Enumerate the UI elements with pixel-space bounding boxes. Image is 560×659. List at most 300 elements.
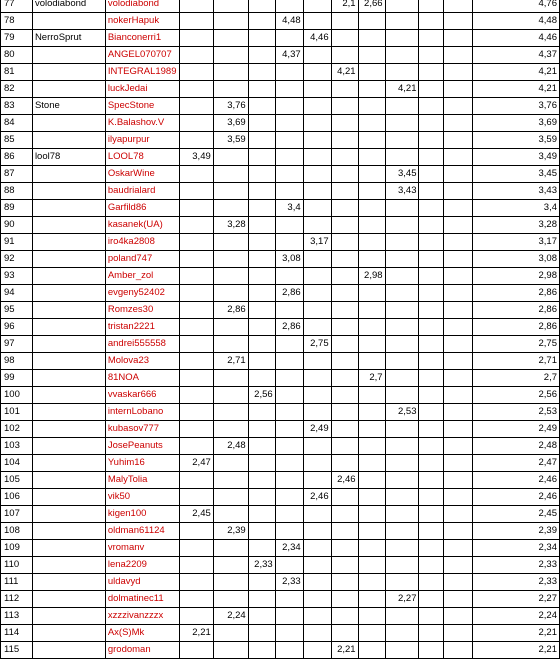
score-cell — [303, 13, 331, 30]
score-cell — [213, 149, 248, 166]
player-nick-cell[interactable]: volodiabond — [105, 0, 179, 13]
player-nick-cell[interactable]: andrei555558 — [105, 336, 179, 353]
score-cell — [179, 523, 213, 540]
score-cell — [331, 217, 358, 234]
rank-cell: 81 — [1, 64, 33, 81]
team-cell — [32, 217, 105, 234]
team-cell — [32, 166, 105, 183]
player-nick-cell[interactable]: 81NOA — [105, 370, 179, 387]
score-cell — [303, 302, 331, 319]
score-cell — [385, 302, 419, 319]
team-cell — [32, 132, 105, 149]
player-nick-cell[interactable]: Molova23 — [105, 353, 179, 370]
table-row — [1, 387, 560, 404]
score-cell — [444, 404, 473, 421]
score-cell — [248, 217, 275, 234]
player-nick-cell[interactable]: nokerHapuk — [105, 13, 179, 30]
score-cell — [419, 574, 444, 591]
score-cell: 2,49 — [303, 421, 331, 438]
score-cell — [179, 336, 213, 353]
table-row — [1, 319, 560, 336]
score-cell — [213, 200, 248, 217]
player-nick-cell[interactable]: LOOL78 — [105, 149, 179, 166]
total-cell: 2,21 — [473, 625, 560, 642]
score-cell: 3,49 — [179, 149, 213, 166]
score-cell — [248, 472, 275, 489]
score-cell — [385, 608, 419, 625]
score-cell — [213, 183, 248, 200]
score-cell — [331, 421, 358, 438]
table-row — [1, 200, 560, 217]
score-cell — [179, 421, 213, 438]
player-nick-cell[interactable]: Romzes30 — [105, 302, 179, 319]
score-cell — [275, 115, 303, 132]
rank-cell: 83 — [1, 98, 33, 115]
score-cell — [213, 13, 248, 30]
score-cell — [385, 234, 419, 251]
score-cell — [331, 268, 358, 285]
player-nick-cell[interactable]: Amber_zol — [105, 268, 179, 285]
score-cell: 3,08 — [275, 251, 303, 268]
rank-cell: 98 — [1, 353, 33, 370]
score-cell — [275, 370, 303, 387]
score-cell — [444, 455, 473, 472]
score-cell — [248, 608, 275, 625]
score-cell: 2,56 — [248, 387, 275, 404]
score-cell — [303, 183, 331, 200]
score-cell — [303, 319, 331, 336]
total-cell: 2,33 — [473, 574, 560, 591]
score-cell: 3,17 — [303, 234, 331, 251]
score-cell — [444, 370, 473, 387]
score-cell — [179, 115, 213, 132]
score-cell — [385, 387, 419, 404]
score-cell — [248, 421, 275, 438]
score-cell: 2,39 — [213, 523, 248, 540]
score-cell — [179, 574, 213, 591]
score-cell — [358, 64, 385, 81]
total-cell: 3,59 — [473, 132, 560, 149]
total-cell: 3,28 — [473, 217, 560, 234]
score-cell — [213, 387, 248, 404]
player-nick-cell[interactable]: iro4ka2808 — [105, 234, 179, 251]
rank-cell: 105 — [1, 472, 33, 489]
score-cell — [248, 200, 275, 217]
player-nick-cell[interactable]: uldavyd — [105, 574, 179, 591]
score-cell — [275, 506, 303, 523]
score-cell — [358, 608, 385, 625]
team-cell — [32, 506, 105, 523]
table-row — [1, 438, 560, 455]
score-cell — [248, 30, 275, 47]
score-cell — [444, 540, 473, 557]
score-cell — [213, 489, 248, 506]
player-nick-cell[interactable]: ANGEL070707 — [105, 47, 179, 64]
score-cell — [275, 0, 303, 13]
table-row — [1, 47, 560, 64]
player-nick-cell[interactable]: Garfild86 — [105, 200, 179, 217]
score-cell — [358, 523, 385, 540]
score-cell — [358, 30, 385, 47]
score-cell — [419, 489, 444, 506]
score-cell: 2,33 — [275, 574, 303, 591]
player-nick-cell[interactable]: dolmatinec11 — [105, 591, 179, 608]
rank-cell: 115 — [1, 642, 33, 659]
table-row — [1, 166, 560, 183]
total-cell: 2,49 — [473, 421, 560, 438]
score-cell — [331, 353, 358, 370]
score-cell — [331, 30, 358, 47]
team-cell — [32, 574, 105, 591]
team-cell — [32, 302, 105, 319]
player-nick-cell[interactable]: vromanv — [105, 540, 179, 557]
team-cell — [32, 234, 105, 251]
score-cell — [303, 591, 331, 608]
player-nick-cell[interactable]: SpecStone — [105, 98, 179, 115]
score-cell — [444, 13, 473, 30]
rank-cell: 78 — [1, 13, 33, 30]
score-cell — [358, 166, 385, 183]
score-cell — [385, 472, 419, 489]
score-cell — [385, 557, 419, 574]
table-row — [1, 30, 560, 47]
score-cell — [419, 642, 444, 659]
score-cell: 2,7 — [358, 370, 385, 387]
score-cell — [331, 625, 358, 642]
score-cell — [358, 387, 385, 404]
score-cell — [385, 251, 419, 268]
score-cell: 3,69 — [213, 115, 248, 132]
score-cell — [275, 336, 303, 353]
total-cell: 2,21 — [473, 642, 560, 659]
score-cell — [385, 540, 419, 557]
score-cell — [179, 81, 213, 98]
total-cell: 2,56 — [473, 387, 560, 404]
team-cell — [32, 64, 105, 81]
score-cell: 3,43 — [385, 183, 419, 200]
score-cell — [444, 523, 473, 540]
score-cell: 2,86 — [275, 319, 303, 336]
team-cell — [32, 489, 105, 506]
team-cell — [32, 47, 105, 64]
score-cell — [275, 489, 303, 506]
table-row — [1, 268, 560, 285]
team-cell — [32, 319, 105, 336]
score-cell — [248, 64, 275, 81]
score-cell — [303, 98, 331, 115]
score-cell — [179, 302, 213, 319]
player-nick-cell[interactable]: Yuhim16 — [105, 455, 179, 472]
rank-cell: 80 — [1, 47, 33, 64]
score-cell — [358, 302, 385, 319]
table-row — [1, 183, 560, 200]
score-cell — [179, 47, 213, 64]
score-cell — [331, 319, 358, 336]
score-cell — [275, 98, 303, 115]
score-cell — [331, 47, 358, 64]
score-cell — [213, 64, 248, 81]
score-cell — [385, 200, 419, 217]
score-cell — [358, 455, 385, 472]
score-cell — [275, 591, 303, 608]
team-cell — [32, 81, 105, 98]
score-cell — [303, 149, 331, 166]
score-cell — [358, 336, 385, 353]
score-cell — [303, 557, 331, 574]
score-cell — [303, 353, 331, 370]
score-cell — [419, 625, 444, 642]
rank-cell: 106 — [1, 489, 33, 506]
table-row — [1, 642, 560, 659]
score-cell — [275, 166, 303, 183]
score-cell — [419, 149, 444, 166]
table-row — [1, 13, 560, 30]
player-nick-cell[interactable]: grodoman — [105, 642, 179, 659]
rank-cell: 101 — [1, 404, 33, 421]
score-cell — [275, 81, 303, 98]
score-cell: 2,53 — [385, 404, 419, 421]
score-cell — [444, 132, 473, 149]
score-cell — [179, 166, 213, 183]
player-nick-cell[interactable]: oldman61124 — [105, 523, 179, 540]
score-cell — [213, 455, 248, 472]
team-cell — [32, 591, 105, 608]
score-cell — [385, 132, 419, 149]
total-cell: 2,86 — [473, 319, 560, 336]
player-nick-cell[interactable]: internLobano — [105, 404, 179, 421]
total-cell: 4,37 — [473, 47, 560, 64]
score-cell — [358, 217, 385, 234]
score-cell — [419, 132, 444, 149]
score-cell — [358, 285, 385, 302]
score-cell — [358, 200, 385, 217]
score-cell — [213, 234, 248, 251]
score-cell — [358, 557, 385, 574]
player-nick-cell[interactable]: evgeny52402 — [105, 285, 179, 302]
total-cell: 2,86 — [473, 285, 560, 302]
player-nick-cell[interactable]: tristan2221 — [105, 319, 179, 336]
table-row — [1, 523, 560, 540]
table-row — [1, 64, 560, 81]
score-cell: 4,21 — [385, 81, 419, 98]
score-cell — [179, 608, 213, 625]
score-cell — [358, 234, 385, 251]
score-cell — [358, 251, 385, 268]
rank-cell: 93 — [1, 268, 33, 285]
total-cell: 3,69 — [473, 115, 560, 132]
score-cell — [419, 353, 444, 370]
score-cell — [248, 489, 275, 506]
score-cell — [385, 489, 419, 506]
total-cell: 3,49 — [473, 149, 560, 166]
score-cell — [419, 217, 444, 234]
score-cell — [213, 574, 248, 591]
score-cell — [248, 234, 275, 251]
rank-cell: 77 — [1, 0, 33, 13]
score-cell: 2,33 — [248, 557, 275, 574]
score-cell — [385, 370, 419, 387]
score-cell — [179, 251, 213, 268]
team-cell — [32, 455, 105, 472]
score-cell — [213, 506, 248, 523]
player-nick-cell[interactable]: K.Balashov.V — [105, 115, 179, 132]
score-cell — [179, 217, 213, 234]
score-cell — [331, 251, 358, 268]
score-cell: 2,47 — [179, 455, 213, 472]
score-cell — [179, 387, 213, 404]
score-cell — [385, 319, 419, 336]
score-cell — [331, 574, 358, 591]
score-cell — [385, 642, 419, 659]
rank-cell: 82 — [1, 81, 33, 98]
total-cell: 2,98 — [473, 268, 560, 285]
player-nick-cell[interactable]: vvaskar666 — [105, 387, 179, 404]
total-cell: 4,76 — [473, 0, 560, 13]
team-cell — [32, 336, 105, 353]
player-nick-cell[interactable]: MalyTolia — [105, 472, 179, 489]
score-cell — [275, 608, 303, 625]
score-cell — [275, 421, 303, 438]
player-nick-cell[interactable]: JosePeanuts — [105, 438, 179, 455]
table-row — [1, 506, 560, 523]
player-nick-cell[interactable]: INTEGRAL1989 — [105, 64, 179, 81]
score-cell — [419, 523, 444, 540]
score-cell — [419, 438, 444, 455]
score-cell — [419, 370, 444, 387]
total-cell: 2,47 — [473, 455, 560, 472]
score-cell — [248, 98, 275, 115]
rank-cell: 112 — [1, 591, 33, 608]
score-cell: 4,46 — [303, 30, 331, 47]
table-row — [1, 285, 560, 302]
rank-cell: 97 — [1, 336, 33, 353]
player-nick-cell[interactable]: vik50 — [105, 489, 179, 506]
table-row — [1, 302, 560, 319]
total-cell: 3,17 — [473, 234, 560, 251]
score-cell — [275, 183, 303, 200]
player-nick-cell[interactable]: Bianconerri1 — [105, 30, 179, 47]
score-cell — [179, 132, 213, 149]
score-cell: 2,1 — [331, 0, 358, 13]
score-cell — [419, 30, 444, 47]
score-cell — [331, 302, 358, 319]
score-cell — [385, 353, 419, 370]
score-cell — [248, 81, 275, 98]
score-cell — [275, 642, 303, 659]
table-row — [1, 370, 560, 387]
score-cell — [419, 455, 444, 472]
score-cell — [303, 608, 331, 625]
score-cell — [248, 540, 275, 557]
score-cell — [444, 251, 473, 268]
score-cell — [248, 115, 275, 132]
score-cell — [419, 234, 444, 251]
score-cell — [358, 625, 385, 642]
score-cell — [444, 557, 473, 574]
player-nick-cell[interactable]: ilyapurpur — [105, 132, 179, 149]
score-cell — [248, 574, 275, 591]
score-cell — [303, 268, 331, 285]
score-cell: 2,21 — [331, 642, 358, 659]
score-cell — [385, 523, 419, 540]
table-row — [1, 353, 560, 370]
rank-cell: 92 — [1, 251, 33, 268]
player-nick-cell[interactable]: baudrialard — [105, 183, 179, 200]
total-cell: 4,21 — [473, 81, 560, 98]
score-cell — [275, 64, 303, 81]
player-nick-cell[interactable]: kubasov777 — [105, 421, 179, 438]
player-nick-cell[interactable]: xzzzivanzzzx — [105, 608, 179, 625]
score-cell — [179, 438, 213, 455]
score-cell — [213, 47, 248, 64]
score-cell — [213, 319, 248, 336]
score-cell — [331, 81, 358, 98]
team-cell — [32, 557, 105, 574]
score-cell — [385, 0, 419, 13]
score-cell: 3,76 — [213, 98, 248, 115]
player-nick-cell[interactable]: lena2209 — [105, 557, 179, 574]
rank-cell: 94 — [1, 285, 33, 302]
score-cell — [248, 370, 275, 387]
score-cell — [331, 523, 358, 540]
score-cell — [331, 149, 358, 166]
score-cell — [213, 540, 248, 557]
team-cell — [32, 268, 105, 285]
score-cell — [419, 13, 444, 30]
rank-cell: 87 — [1, 166, 33, 183]
score-cell — [213, 251, 248, 268]
score-cell — [358, 438, 385, 455]
score-cell — [303, 47, 331, 64]
score-cell — [213, 30, 248, 47]
score-cell — [303, 574, 331, 591]
player-nick-cell[interactable]: luckJedai — [105, 81, 179, 98]
player-nick-cell[interactable]: poland747 — [105, 251, 179, 268]
player-nick-cell[interactable]: OskarWine — [105, 166, 179, 183]
score-cell: 2,98 — [358, 268, 385, 285]
score-cell — [213, 0, 248, 13]
player-nick-cell[interactable]: kigen100 — [105, 506, 179, 523]
score-cell — [179, 234, 213, 251]
score-cell — [275, 404, 303, 421]
team-cell — [32, 625, 105, 642]
score-cell — [179, 557, 213, 574]
team-cell — [32, 387, 105, 404]
player-nick-cell[interactable]: kasanek(UA) — [105, 217, 179, 234]
score-cell — [275, 302, 303, 319]
score-cell — [213, 591, 248, 608]
score-cell — [444, 98, 473, 115]
total-cell: 3,4 — [473, 200, 560, 217]
table-row — [1, 217, 560, 234]
score-cell — [358, 353, 385, 370]
score-cell — [444, 217, 473, 234]
score-cell — [303, 438, 331, 455]
score-cell — [419, 591, 444, 608]
score-cell — [248, 319, 275, 336]
score-cell: 3,28 — [213, 217, 248, 234]
score-cell — [358, 574, 385, 591]
team-cell — [32, 13, 105, 30]
score-cell — [419, 183, 444, 200]
score-cell — [444, 166, 473, 183]
score-cell: 3,4 — [275, 200, 303, 217]
table-row — [1, 251, 560, 268]
score-cell — [303, 370, 331, 387]
player-nick-cell[interactable]: Ax(S)Mk — [105, 625, 179, 642]
score-cell — [358, 47, 385, 64]
score-cell — [444, 47, 473, 64]
